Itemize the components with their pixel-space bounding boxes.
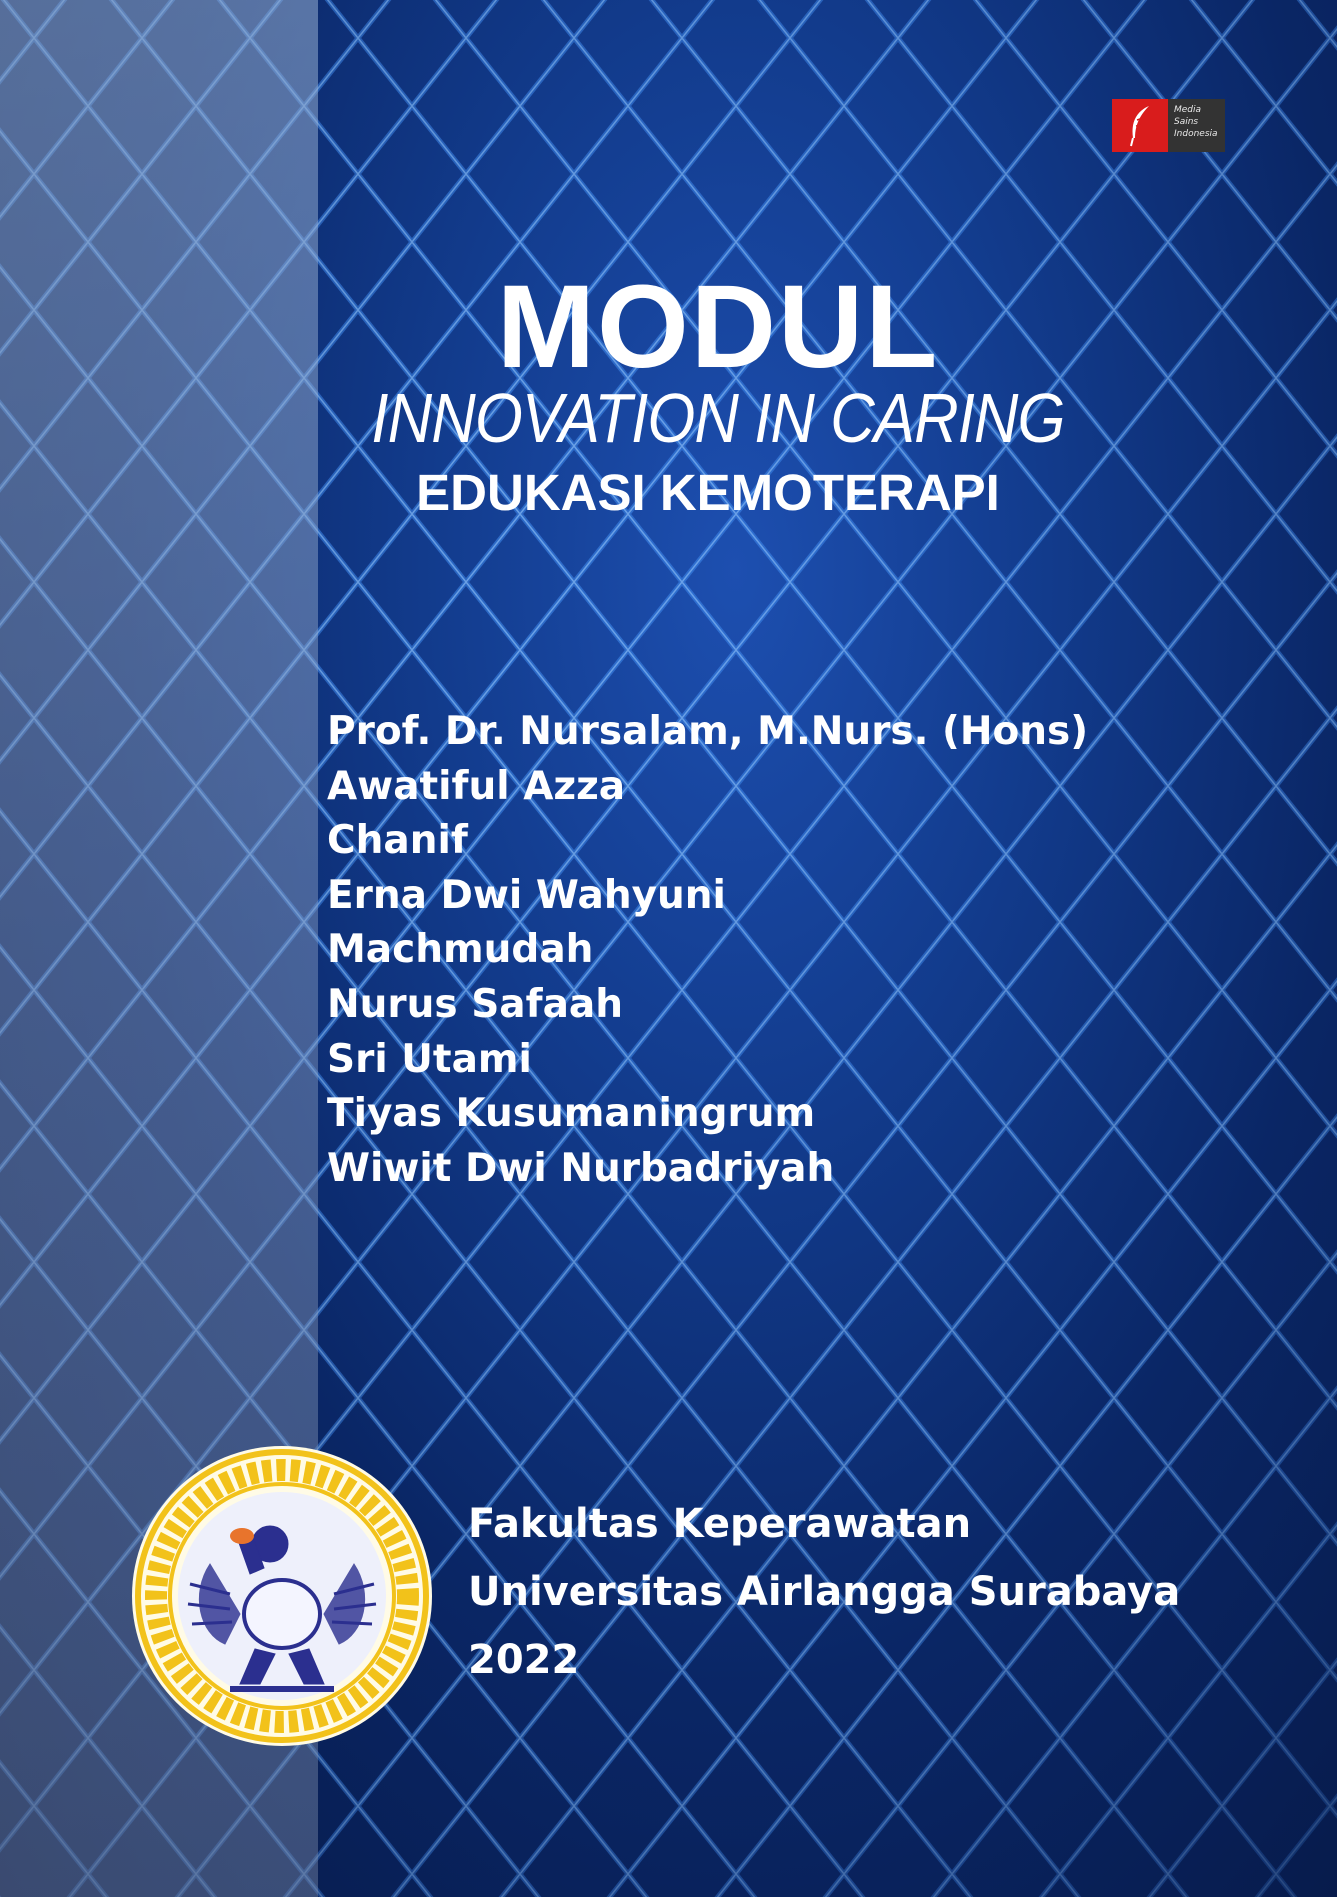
author-name: Prof. Dr. Nursalam, M.Nurs. (Hons) xyxy=(327,709,1089,754)
quill-pen-icon xyxy=(1112,99,1168,152)
title-subtitle: INNOVATION IN CARING xyxy=(371,379,1065,457)
publisher-name-line: Indonesia xyxy=(1174,129,1218,139)
author-name: Awatiful Azza xyxy=(327,763,626,809)
publisher-name-line: Sains xyxy=(1174,117,1199,127)
title-topic: EDUKASI KEMOTERAPI xyxy=(416,464,1000,521)
faculty-name: Fakultas Keperawatan xyxy=(468,1501,972,1547)
publisher-logo xyxy=(1112,99,1225,152)
author-name: Chanif xyxy=(327,818,468,864)
publisher-name xyxy=(1168,99,1225,152)
university-name: Universitas Airlangga Surabaya xyxy=(468,1569,1181,1615)
title-main: MODUL xyxy=(496,261,940,393)
publisher-name-line: Media xyxy=(1174,105,1202,115)
university-seal-icon xyxy=(130,1444,434,1748)
author-name: Wiwit Dwi Nurbadriyah xyxy=(327,1145,835,1191)
author-name: Machmudah xyxy=(327,927,594,973)
author-name: Nurus Safaah xyxy=(327,981,623,1027)
publication-year: 2022 xyxy=(468,1637,580,1683)
author-name: Erna Dwi Wahyuni xyxy=(327,872,726,918)
author-list xyxy=(327,705,1088,1196)
author-name: Tiyas Kusumaningrum xyxy=(327,1091,816,1137)
institution-block xyxy=(468,1490,1180,1694)
author-name: Sri Utami xyxy=(327,1036,532,1082)
